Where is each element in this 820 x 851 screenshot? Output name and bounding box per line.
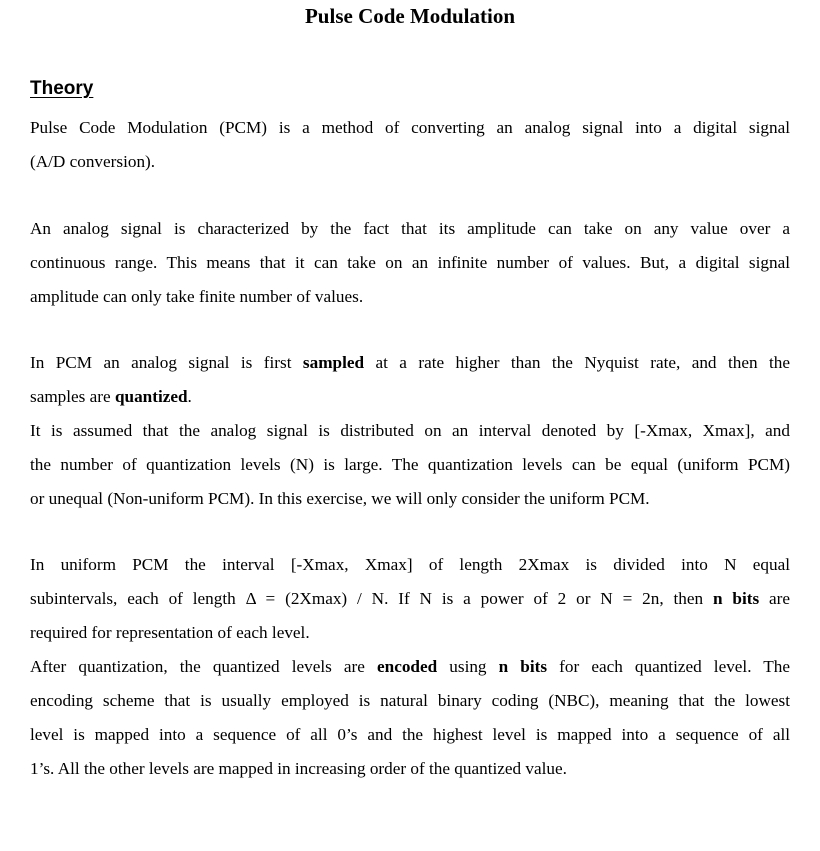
paragraph-pcm-sampling [30,346,790,516]
paragraph-line: or unequal (Non-uniform PCM). In this exercise, we will only consider the uniform PCM. [30,489,650,508]
paragraph-intro [30,111,790,179]
paragraph-line: After quantization, the quantized levels are encoded using n bits for each quantized level. The [30,657,791,676]
paragraph-line: In PCM an analog signal is first sampled at a rate higher than the Nyquist rate, and then the [30,353,790,372]
paragraph-analog-signal [30,212,790,314]
bold-term-n-bits: n bits [498,657,548,676]
bold-term-encoded: encoded [377,657,438,676]
paragraph-line: level is mapped into a sequence of all 0’s and the highest level is mapped into a sequence of all [30,725,790,744]
paragraph-line: Pulse Code Modulation (PCM) is a method of converting an analog signal into a digital signal [30,118,790,137]
paragraph-line: In uniform PCM the interval [-Xmax, Xmax] of length 2Xmax is divided into N equal [30,555,790,574]
paragraph-uniform-pcm [30,548,790,786]
bold-term-n-bits: n bits [712,589,760,608]
paragraph-line: the number of quantization levels (N) is large. The quantization levels can be equal (uniform PCM) [30,455,790,474]
bold-term-quantized: quantized [114,387,188,406]
paragraph-line: encoding scheme that is usually employed is natural binary coding (NBC), meaning that the lowest [30,691,790,710]
paragraph-line: samples are quantized. [30,387,192,406]
paragraph-line: subintervals, each of length Δ = (2Xmax) / N. If N is a power of 2 or N = 2n, then n bits are [30,589,791,608]
paragraph-line: It is assumed that the analog signal is distributed on an interval denoted by [-Xmax, Xmax], and [30,421,790,440]
document-title: Pulse Code Modulation [304,4,516,28]
paragraph-line: continuous range. This means that it can take on an infinite number of values. But, a digital signal [30,253,790,272]
paragraph-line: amplitude can only take finite number of values. [30,287,364,306]
paragraph-line: required for representation of each level. [30,623,310,642]
paragraph-line: (A/D conversion). [30,152,156,171]
paragraph-line: 1’s. All the other levels are mapped in increasing order of the quantized value. [30,759,567,778]
section-heading-theory: Theory [30,78,94,99]
bold-term-sampled: sampled [302,353,365,372]
paragraph-line: An analog signal is characterized by the fact that its amplitude can take on any value over a [30,219,790,238]
